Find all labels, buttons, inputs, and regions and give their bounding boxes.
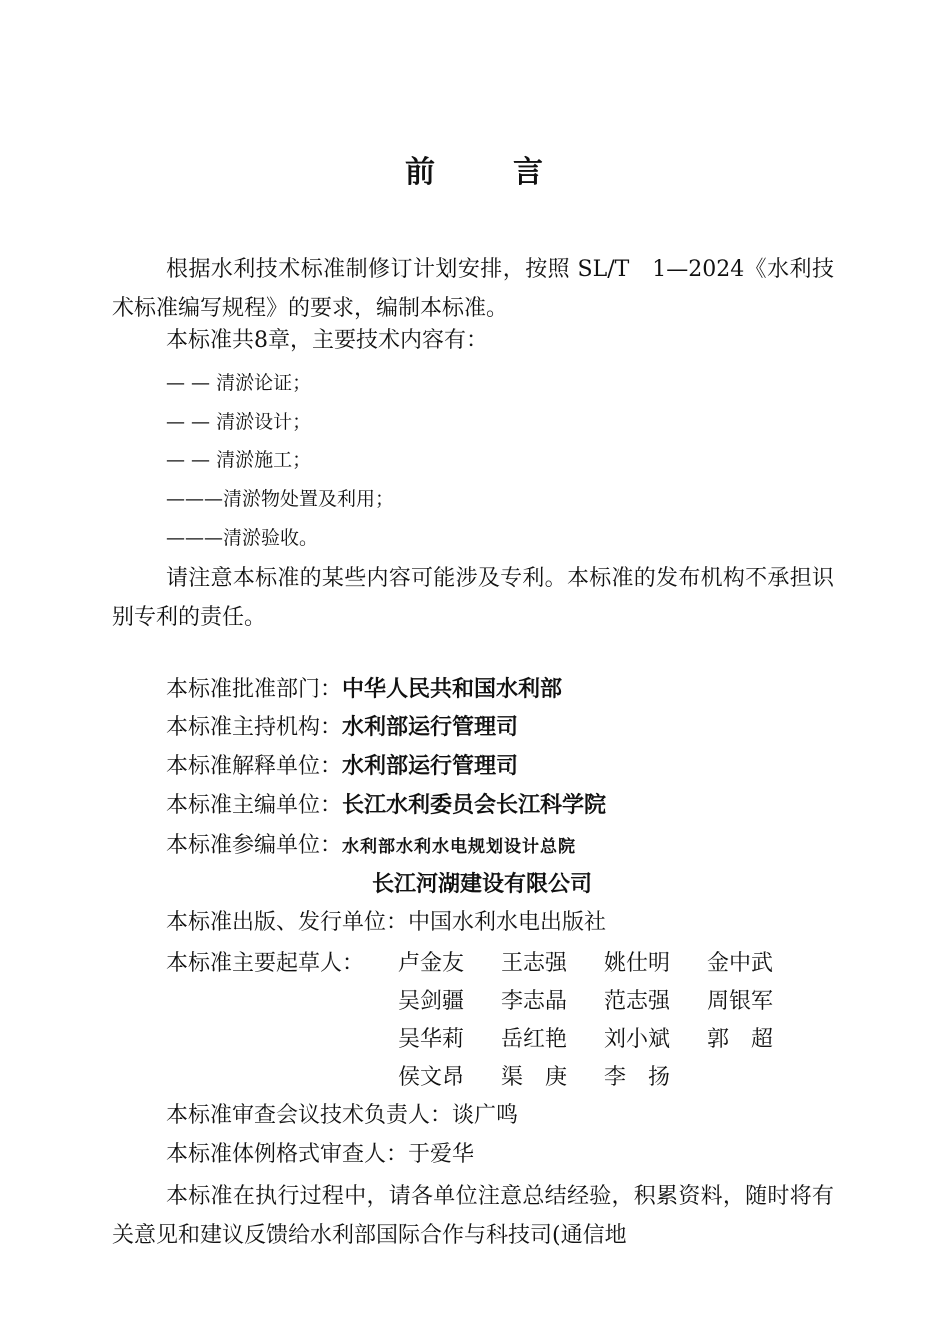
drafter-name: 周银军 <box>707 989 774 1014</box>
format-review-row <box>166 1140 474 1170</box>
page-title <box>0 147 950 191</box>
content-item-1: — — 清淤论证； <box>166 372 312 394</box>
drafter-name: 刘小斌 <box>604 1027 671 1052</box>
drafter-name: 金中武 <box>707 951 774 976</box>
co-editor-label: 本标准参编单位： <box>166 833 343 858</box>
host-label: 本标准主持机构： <box>166 715 343 740</box>
drafter-name: 姚仕明 <box>604 951 671 976</box>
format-review-label: 本标准体例格式审查人： <box>166 1142 409 1167</box>
chief-editor-row <box>166 791 606 821</box>
interpret-label: 本标准解释单位： <box>166 754 343 779</box>
drafters-row-1 <box>398 949 810 979</box>
review-label: 本标准审查会议技术负责人： <box>166 1103 453 1128</box>
host-row <box>166 713 518 743</box>
chief-editor-value: 长江水利委员会长江科学院 <box>342 793 607 818</box>
drafter-name: 李 扬 <box>604 1065 671 1090</box>
patent-notice: 请注意本标准的某些内容可能涉及专利。本标准的发布机构不承担识别专利的责任。 <box>112 566 834 630</box>
host-value: 水利部运行管理司 <box>342 715 519 740</box>
drafter-name: 岳红艳 <box>501 1027 568 1052</box>
intro-paragraph-2: 本标准共8章，主要技术内容有： <box>166 328 488 353</box>
co-editor-value-2: 长江河湖建设有限公司 <box>372 872 593 897</box>
content-item-2: — — 清淤设计； <box>166 411 312 433</box>
drafter-name: 卢金友 <box>398 951 465 976</box>
drafter-name: 侯文昂 <box>398 1065 465 1090</box>
publisher-label: 本标准出版、发行单位： <box>166 910 409 935</box>
drafter-name: 李志晶 <box>501 989 568 1014</box>
drafters-row-3 <box>398 1025 810 1055</box>
co-editor-value-1: 水利部水利水电规划设计总院 <box>342 837 577 857</box>
drafter-name: 渠 庚 <box>501 1065 568 1090</box>
chief-editor-label: 本标准主编单位： <box>166 793 343 818</box>
review-value: 谈广鸣 <box>452 1103 519 1128</box>
content-item-4: ———清淤物处置及利用； <box>166 488 395 510</box>
drafters-label: 本标准主要起草人： <box>166 951 365 976</box>
closing-paragraph: 本标准在执行过程中，请各单位注意总结经验，积累资料，随时将有关意见和建议反馈给水利部国际合作与科技司(通信地 <box>112 1184 834 1248</box>
publisher-value: 中国水利水电出版社 <box>408 910 607 935</box>
approve-row <box>166 675 562 705</box>
drafters-row-2 <box>398 987 810 1017</box>
content-item-3: — — 清淤施工； <box>166 449 312 471</box>
content-item-5: ———清淤验收。 <box>166 527 319 549</box>
title-char-1: 前 <box>405 155 437 190</box>
drafter-name: 郭 超 <box>707 1027 774 1052</box>
review-row <box>166 1101 518 1131</box>
approve-value: 中华人民共和国水利部 <box>342 677 563 702</box>
interpret-value: 水利部运行管理司 <box>342 754 519 779</box>
drafter-name: 吴剑疆 <box>398 989 465 1014</box>
publisher-row <box>166 908 606 938</box>
title-char-2: 言 <box>513 155 545 190</box>
interpret-row <box>166 752 518 782</box>
format-review-value: 于爱华 <box>408 1142 475 1167</box>
co-editor-row <box>166 831 576 862</box>
drafters-row-4 <box>398 1063 707 1093</box>
drafter-name: 吴华莉 <box>398 1027 465 1052</box>
drafter-name: 王志强 <box>501 951 568 976</box>
intro-paragraph-1: 根据水利技术标准制修订计划安排，按照 SL/T 1—2024《水利技术标准编写规程》的要求，编制本标准。 <box>112 257 834 321</box>
drafter-name: 范志强 <box>604 989 671 1014</box>
approve-label: 本标准批准部门： <box>166 677 343 702</box>
